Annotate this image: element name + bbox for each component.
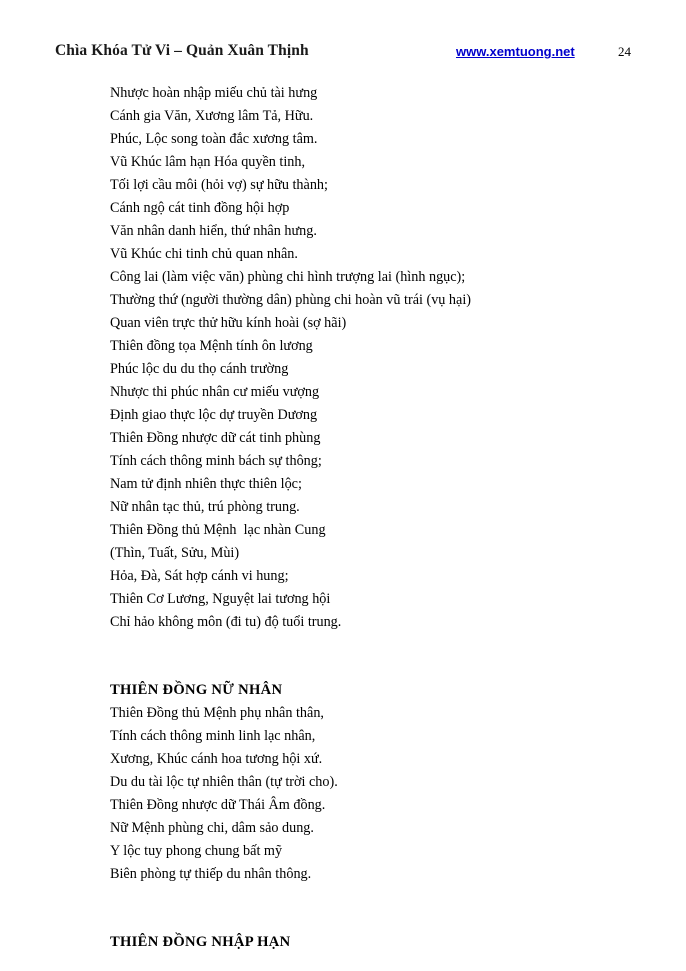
verse-line: Xương, Khúc cánh hoa tương hội xứ. (110, 751, 323, 767)
section-spacer (110, 909, 650, 931)
verse-line: Vũ Khúc lâm hạn Hóa quyền tinh, (110, 154, 306, 170)
verse-line: Thiên Đồng nhược dữ cát tinh phùng (110, 430, 321, 446)
verse-line: Nữ Mệnh phùng chi, dâm sảo dung. (110, 820, 314, 836)
verse-line: Định giao thực lộc dự truyền Dương (110, 407, 318, 423)
verse-line: Nữ nhân tạc thủ, trú phòng trung. (110, 499, 300, 515)
verse-line: (Thìn, Tuất, Sửu, Mùi) (110, 545, 240, 561)
verse-line: Nhược thi phúc nhân cư miếu vượng (110, 384, 320, 400)
section-spacer (110, 634, 650, 657)
section-spacer (110, 886, 650, 909)
page-number: 24 (618, 44, 631, 59)
page-header-title: Chìa Khóa Tử Vi – Quản Xuân Thịnh (55, 42, 309, 59)
verse-line: Chỉ hảo không môn (đi tu) độ tuổi trung. (110, 614, 342, 630)
verse-line: Cánh gia Văn, Xương lâm Tả, Hữu. (110, 108, 314, 124)
verse-line: Y lộc tuy phong chung bất mỹ (110, 843, 283, 859)
document-body (110, 82, 650, 954)
verse-line: Vũ Khúc chi tinh chủ quan nhân. (110, 246, 298, 262)
verse-line: Phúc lộc du du thọ cánh trường (110, 361, 289, 377)
verse-line: Công lai (làm việc văn) phùng chi hình trượng lai (hình ngục); (110, 269, 466, 285)
website-link[interactable]: www.xemtuong.net (456, 44, 575, 59)
verse-line: Tính cách thông minh bách sự thông; (110, 453, 322, 469)
page-header (0, 42, 686, 66)
verse-line: Cánh ngộ cát tinh đồng hội hợp (110, 200, 290, 216)
verse-line: Hỏa, Đà, Sát hợp cánh vi hung; (110, 568, 289, 584)
verse-line: Thiên Đồng thủ Mệnh lạc nhàn Cung (110, 522, 326, 538)
verse-line: Văn nhân danh hiển, thứ nhân hưng. (110, 223, 317, 239)
verse-line: Nhược hoàn nhập miếu chủ tài hưng (110, 85, 318, 101)
verse-line: Thường thứ (người thường dân) phùng chi hoàn vũ trái (vụ hại) (110, 292, 471, 308)
verse-line: Thiên Đồng thủ Mệnh phụ nhân thân, (110, 705, 324, 721)
verse-line: Du du tài lộc tự nhiên thân (tự trời cho). (110, 774, 338, 790)
verse-line: Thiên Cơ Lương, Nguyệt lai tương hội (110, 591, 331, 607)
verse-line: Phúc, Lộc song toàn đắc xương tâm. (110, 131, 318, 147)
verse-line: Quan viên trực thử hữu kính hoài (sợ hãi) (110, 315, 347, 331)
verse-line: Tối lợi cầu môi (hỏi vợ) sự hữu thành; (110, 177, 328, 193)
verse-line: Thiên đồng tọa Mệnh tính ôn lương (110, 338, 313, 354)
verse-line: Nam tử định nhiên thực thiên lộc; (110, 476, 302, 492)
verse-line: Tính cách thông minh linh lạc nhân, (110, 728, 316, 744)
verse-line: Biên phòng tự thiếp du nhân thông. (110, 866, 312, 882)
section-spacer (110, 657, 650, 679)
section-heading: THIÊN ĐỒNG NỮ NHÂN (110, 682, 283, 698)
verse-line: Thiên Đồng nhược dữ Thái Âm đồng. (110, 797, 326, 813)
section-heading: THIÊN ĐỒNG NHẬP HẠN (110, 934, 291, 950)
